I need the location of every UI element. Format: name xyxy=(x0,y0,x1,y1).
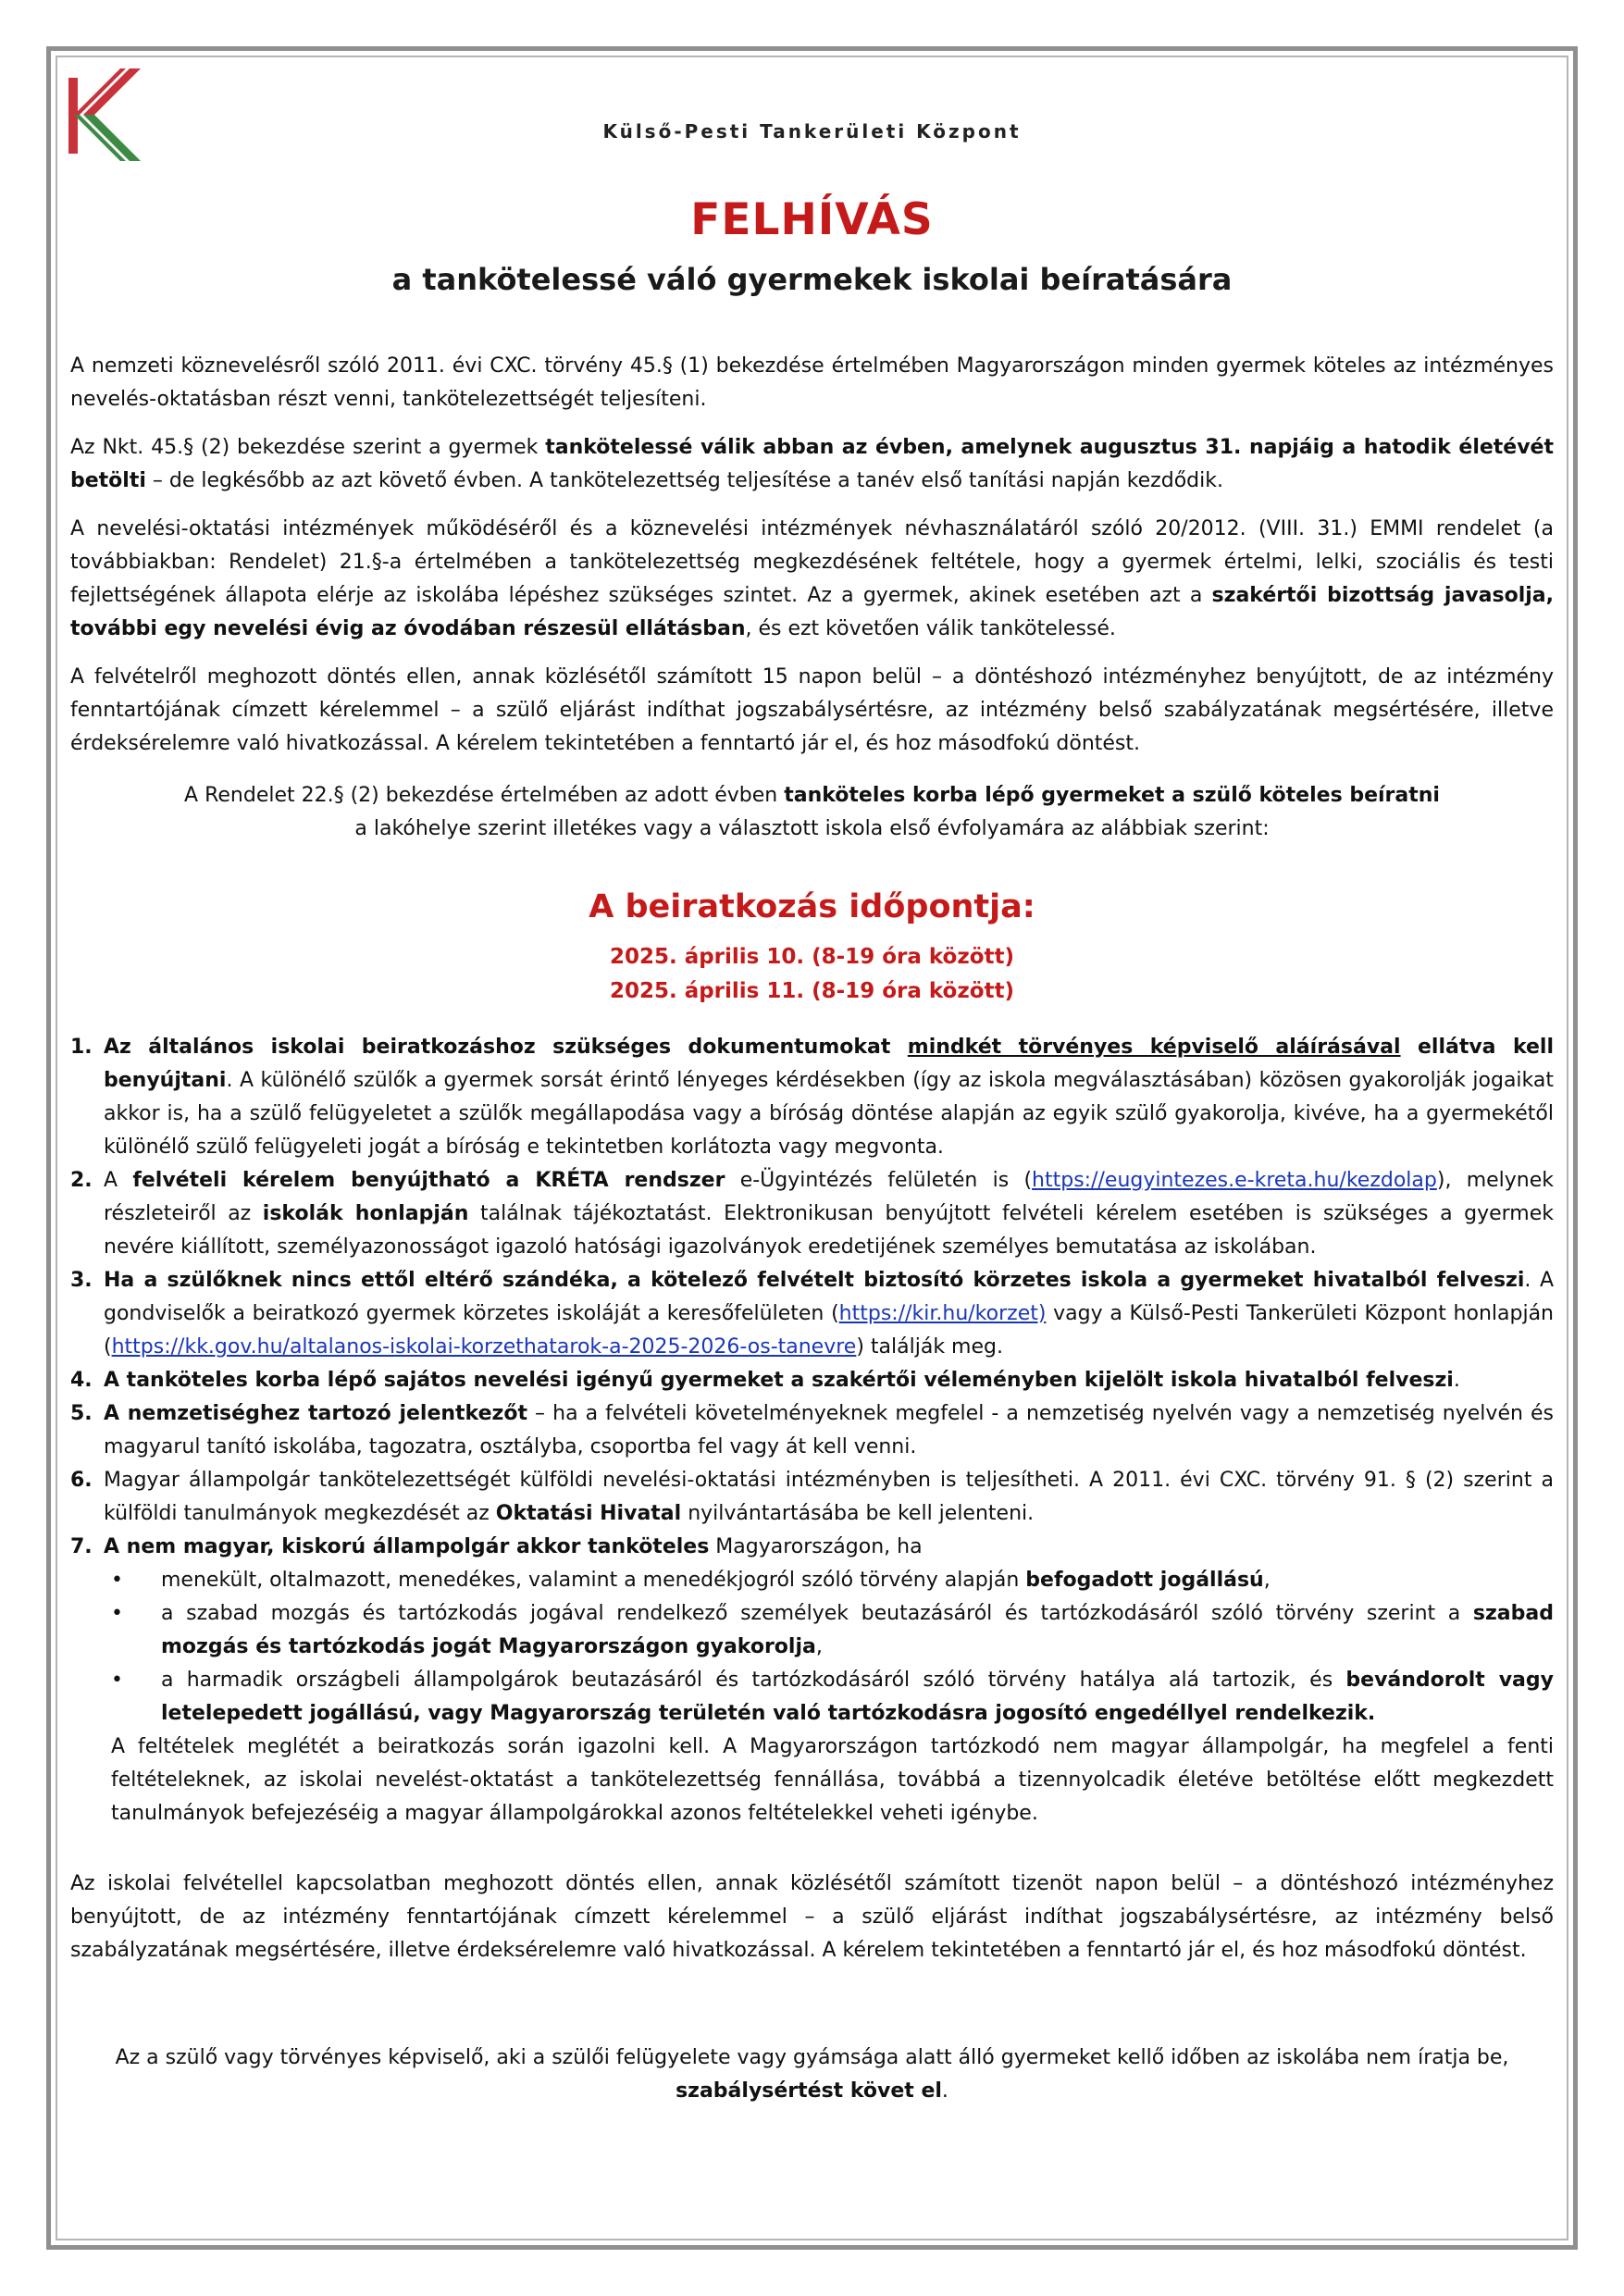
organization-name: Külső-Pesti Tankerületi Központ xyxy=(602,120,1022,143)
text: A nevelési-oktatási intézmények működéséről és a köznevelési intézmények névhasználatáról szóló 20/2012. (VIII. 31.) EMMI rendelet (a továbbiakban: Rendelet) 21.§-a értelmében a tankötelezettség megkezdésének feltétele, hogy a gyermek értelmi, lelki, szociális és testi fejlettségének állapota elérje az iskolába lépéshez szükséges szintet. Az a gyermek, akinek esetében azt a xyxy=(70,517,1554,607)
list-item xyxy=(70,1531,1554,1564)
emphasis: ellátva kell benyújtani xyxy=(104,1036,1554,1092)
text: . A különélő szülők a gyermek sorsát érintő lényeges kérdésekben (így az iskola megválasztásában) közösen gyakorolják jogaikat akkor is, ha a szülő felügyeletet a szülők megállapodása vagy a bíróság döntése alapján az egyik szülő gyakorolja, kivéve, ha a gyermekétől különélő szülő felügyeleti jogát a bíróság e tekintetben korlátozta vagy megvonta. xyxy=(104,1069,1554,1159)
list-item xyxy=(70,1264,1554,1364)
text: . A gondviselők a beiratkozó gyermek körzetes iskoláját a keresőfelületen ( xyxy=(104,1269,1554,1325)
bullet-icon: • xyxy=(111,1669,123,1692)
enrollment-dates-title: A beiratkozás időpontja: xyxy=(589,888,1035,925)
list-item xyxy=(70,1564,1554,1597)
emphasis: Oktatási Hivatal xyxy=(495,1502,682,1525)
notice-subtitle: a tankötelessé váló gyermekek iskolai beíratására xyxy=(391,262,1233,297)
emphasis: felvételi kérelem benyújtható a KRÉTA rendszer xyxy=(132,1169,725,1192)
emphasis: Ha a szülőknek nincs ettől eltérő szándéka, a kötelező felvételt biztosító körzetes iskola a gyermeket hivatalból felveszi xyxy=(104,1269,1525,1292)
text: a harmadik országbeli állampolgárok beutazásáról és tartózkodásáról szóló törvény hatálya alá tartozik, és xyxy=(161,1669,1346,1692)
text: Magyarországon, ha xyxy=(709,1535,923,1558)
paragraph-school-readiness xyxy=(70,513,1554,646)
list-number: 7. xyxy=(70,1535,93,1558)
text: , és ezt követően válik tankötelessé. xyxy=(745,617,1116,640)
text: ) találják meg. xyxy=(856,1335,1003,1359)
list-item xyxy=(70,1597,1554,1664)
enrollment-rules-list xyxy=(70,1031,1554,1564)
emphasis: A nemzetiséghez tartozó jelentkezőt xyxy=(104,1402,527,1425)
emphasis: befogadott jogállású xyxy=(1025,1569,1264,1592)
text: e-Ügyintézés felületén is ( xyxy=(725,1169,1033,1192)
tankeruleti-logo xyxy=(68,68,143,161)
text: A Rendelet 22.§ (2) bekezdése értelmében az adott évben xyxy=(184,784,785,807)
document-body xyxy=(70,350,1554,2123)
paragraph-appeal: A felvételről meghozott döntés ellen, annak közlésétől számított 15 napon belül – a döntéshozó intézményhez benyújtott, de az intézmény fenntartójának címzett kérelemmel – a szülő eljárást indíthat jogszabálysértésre, az intézmény belső szabályzatának megsértésére, illetve érdeksérelemre való hivatkozással. A kérelem tekintetében a fenntartó jár el, és hoz másodfokú döntést. xyxy=(70,665,1554,755)
list-number: 6. xyxy=(70,1469,93,1492)
list-number: 2. xyxy=(70,1169,93,1192)
emphasis: iskolák honlapján xyxy=(262,1202,469,1225)
text: Az Nkt. 45.§ (2) bekezdése szerint a gyermek xyxy=(70,436,546,459)
emphasis: szakértői bizottság javasolja, további egy nevelési évig az óvodában részesül ellátásban xyxy=(70,584,1554,640)
closing-appeal-paragraph: Az iskolai felvétellel kapcsolatban meghozott döntés ellen, annak közlésétől számított tizenöt napon belül – a döntéshozó intézményhez benyújtott, de az intézmény fenntartójának címzett kérelemmel – a szülő eljárást indíthat jogszabálysértésre, az intézmény belső szabályzatának megsértésére, illetve érdeksérelemre való hivatkozással. A kérelem tekintetében a fenntartó jár el, és hoz másodfokú döntést. xyxy=(70,1872,1554,1962)
text: – de legkésőbb az azt követő évben. A tankötelezettség teljesítése a tanév első tanítási napján kezdődik. xyxy=(145,469,1223,492)
text: . xyxy=(941,2079,948,2103)
emphasis-underlined: mindkét törvényes képviselő aláírásával xyxy=(907,1036,1401,1059)
text: a lakóhelye szerint illetékes vagy a választott iskola első évfolyamára az alábbiak szerint: xyxy=(354,817,1270,840)
text: ), melynek részleteiről az xyxy=(104,1169,1555,1225)
paragraph-compulsory-education: A nemzeti köznevelésről szóló 2011. évi CXC. törvény 45.§ (1) bekezdése értelmében Magyarországon minden gyermek köteles az intézményes nevelés-oktatásban részt venni, tankötelezettségét teljesíteni. xyxy=(70,354,1554,411)
closing-warning xyxy=(70,2042,1554,2108)
emphasis: Az általános iskolai beiratkozáshoz szükséges dokumentumokat xyxy=(104,1036,908,1059)
text: vagy a Külső-Pesti Tankerületi Központ honlapján ( xyxy=(104,1302,1554,1359)
bullet-icon: • xyxy=(111,1602,123,1625)
list-item xyxy=(70,1364,1554,1397)
emphasis: tanköteles korba lépő gyermeket a szülő köteles beíratni xyxy=(784,784,1440,807)
enrollment-date-1: 2025. április 10. (8-19 óra között) xyxy=(609,945,1015,969)
list-number: 1. xyxy=(70,1036,93,1059)
text: a szabad mozgás és tartózkodás jogával rendelkező személyek beutazásáról és tartózkodásáról szóló törvény szerint a xyxy=(161,1602,1473,1625)
emphasis: szabálysértést követ el xyxy=(676,2079,942,2103)
paragraph-school-age xyxy=(70,431,1554,498)
list-item xyxy=(70,1031,1554,1164)
text: . xyxy=(1453,1369,1460,1392)
text: Magyar állampolgár tankötelezettségét külföldi nevelési-oktatási intézményben is teljesítheti. A 2011. évi CXC. törvény 91. § (2) szerint a külföldi tanulmányok megkezdését az xyxy=(104,1469,1554,1525)
list-item xyxy=(70,1464,1554,1531)
emphasis: A tanköteles korba lépő sajátos nevelési igényű gyermeket a szakértői véleményben kijelölt iskola hivatalból felveszi xyxy=(104,1369,1454,1392)
text: , xyxy=(1263,1569,1271,1592)
list-number: 4. xyxy=(70,1369,93,1392)
list-number: 5. xyxy=(70,1402,93,1425)
foreign-citizen-note: A feltételek meglétét a beiratkozás során igazolni kell. A Magyarországon tartózkodó nem magyar állampolgár, ha megfelel a fenti feltételeknek, az iskolai nevelést-oktatást a tankötelezettség fennállása, továbbá a tizennyolcadik életéve betöltése előtt megkezdett tanulmányok befejezéséig a magyar állampolgárokkal azonos feltételekkel veheti igénybe. xyxy=(111,1735,1554,1825)
emphasis: szabad mozgás és tartózkodás jogát Magyarországon gyakorolja xyxy=(161,1602,1554,1658)
emphasis: bevándorolt vagy letelepedett jogállású, vagy Magyarország területén való tartózkodásra jogosító engedéllyel rendelkezik. xyxy=(161,1669,1554,1725)
text: – ha a felvételi követelményeknek megfelel - a nemzetiség nyelvén vagy a nemzetiség nyelvén és magyarul tanító iskolába, tagozatra, osztályba, csoportba fel vagy át kell venni. xyxy=(104,1402,1554,1458)
text: találnak tájékoztatást. Elektronikusan benyújtott felvételi kérelem esetében is szükséges a gyermek nevére kiállított, személyazonosságot igazoló hatósági igazolványok eredetijének személyes bemutatása az iskolában. xyxy=(104,1202,1554,1259)
text: Az a szülő vagy törvényes képviselő, aki a szülői felügyelete vagy gyámsága alatt álló gyermeket kellő időben az iskolába nem íratja be, xyxy=(115,2046,1509,2069)
text: nyilvántartásába be kell jelenteni. xyxy=(681,1502,1035,1525)
list-item xyxy=(70,1397,1554,1464)
text: , xyxy=(815,1635,823,1658)
foreign-citizen-conditions-list xyxy=(70,1564,1554,1731)
paragraph-enrollment-obligation xyxy=(70,779,1554,846)
enrollment-date-2: 2025. április 11. (8-19 óra között) xyxy=(609,979,1015,1003)
text: menekült, oltalmazott, menedékes, valamint a menedékjogról szóló törvény alapján xyxy=(161,1569,1026,1592)
emphasis: tankötelessé válik abban az évben, amelynek augusztus 31. napjáig a hatodik életévét betölti xyxy=(70,436,1554,492)
list-item xyxy=(70,1164,1554,1264)
list-number: 3. xyxy=(70,1269,93,1292)
kk-district-boundaries-link[interactable]: https://kk.gov.hu/altalanos-iskolai-korzethatarok-a-2025-2026-os-tanevre xyxy=(111,1335,857,1359)
logo-red-stroke xyxy=(83,68,141,115)
notice-title: FELHÍVÁS xyxy=(690,194,934,245)
emphasis: A nem magyar, kiskorú állampolgár akkor tanköteles xyxy=(104,1535,710,1558)
kir-district-link[interactable]: https://kir.hu/korzet) xyxy=(838,1302,1047,1325)
text: A xyxy=(104,1169,133,1192)
bullet-icon: • xyxy=(111,1569,123,1592)
list-item xyxy=(70,1664,1554,1731)
kreta-link[interactable]: https://eugyintezes.e-kreta.hu/kezdolap xyxy=(1032,1169,1437,1192)
